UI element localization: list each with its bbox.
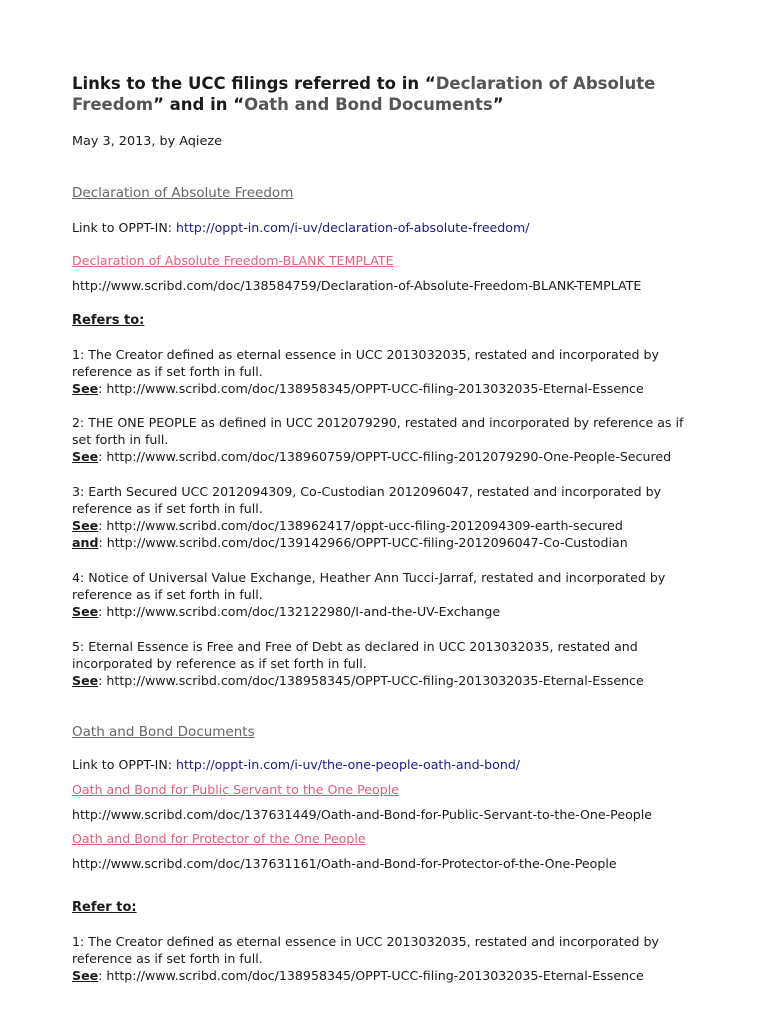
section2-item-1	[72, 933, 692, 984]
item-text: 3: Earth Secured UCC 2012094309, Co-Custodian 2012096047, restated and incorporated by reference as if set forth in full.	[72, 484, 662, 516]
and-url: : http://www.scribd.com/doc/139142966/OPPT-UCC-filing-2012096047-Co-Custodian	[98, 535, 628, 550]
section1-item-4	[72, 569, 692, 620]
title-prefix: Links to the UCC filings referred to in “	[72, 74, 436, 93]
item-text: 5: Eternal Essence is Free and Free of Debt as declared in UCC 2013032035, restated and incorporated by reference as if set forth in full.	[72, 639, 638, 671]
section1-oppt-line	[72, 220, 530, 236]
see-label: See	[72, 673, 99, 688]
item-see-row	[72, 380, 692, 397]
item-text: 2: THE ONE PEOPLE as defined in UCC 2012079290, restated and incorporated by reference as if set forth in full.	[72, 415, 684, 447]
see-url: : http://www.scribd.com/doc/132122980/I-and-the-UV-Exchange	[98, 604, 501, 619]
see-url: : http://www.scribd.com/doc/138958345/OPPT-UCC-filing-2013032035-Eternal-Essence	[98, 381, 644, 396]
see-url: : http://www.scribd.com/doc/138958345/OPPT-UCC-filing-2013032035-Eternal-Essence	[98, 968, 644, 983]
item-see-row	[72, 967, 692, 984]
see-label: See	[72, 381, 99, 396]
section1-item-2	[72, 414, 692, 465]
document-title	[72, 73, 702, 115]
section2-doc2-link[interactable]: Oath and Bond for Protector of the One People	[72, 831, 366, 846]
section2-doc1-url: http://www.scribd.com/doc/137631449/Oath-and-Bond-for-Public-Servant-to-the-One-People	[72, 807, 653, 822]
section2-doc1-link[interactable]: Oath and Bond for Public Servant to the One People	[72, 782, 399, 797]
section1-oppt-label: Link to OPPT-IN:	[72, 220, 177, 235]
section1-template-link[interactable]: Declaration of Absolute Freedom-BLANK TEMPLATE	[72, 253, 394, 268]
item-see-row	[72, 448, 692, 465]
section2-heading[interactable]: Oath and Bond Documents	[72, 724, 255, 740]
item-and-row	[72, 534, 692, 551]
item-text: 1: The Creator defined as eternal essence in UCC 2013032035, restated and incorporated by reference as if set forth in full.	[72, 347, 659, 379]
see-label: See	[72, 968, 99, 983]
byline: May 3, 2013, by Aqieze	[72, 134, 222, 149]
item-see-row	[72, 672, 692, 689]
item-see-row	[72, 517, 692, 534]
title-part2: Oath and Bond Documents	[244, 95, 493, 114]
section1-template-url: http://www.scribd.com/doc/138584759/Declaration-of-Absolute-Freedom-BLANK-TEMPLATE	[72, 278, 642, 293]
section2-oppt-line	[72, 757, 520, 773]
and-label: and	[72, 535, 99, 550]
section1-heading[interactable]: Declaration of Absolute Freedom	[72, 185, 294, 201]
title-suffix: ”	[492, 95, 504, 114]
item-text: 4: Notice of Universal Value Exchange, Heather Ann Tucci-Jarraf, restated and incorporated by reference as if set forth in full.	[72, 570, 666, 602]
see-url: : http://www.scribd.com/doc/138960759/OPPT-UCC-filing-2012079290-One-People-Secured	[98, 449, 672, 464]
section1-item-3	[72, 483, 692, 551]
section1-refers-label: Refers to:	[72, 313, 145, 328]
section1-item-5	[72, 638, 692, 689]
section2-refers-label: Refer to:	[72, 900, 137, 915]
see-url: : http://www.scribd.com/doc/138962417/oppt-ucc-filing-2012094309-earth-secured	[98, 518, 623, 533]
section2-doc2-url: http://www.scribd.com/doc/137631161/Oath-and-Bond-for-Protector-of-the-One-People	[72, 856, 617, 871]
see-label: See	[72, 449, 99, 464]
title-part1: Declaration of Absolute Freedom	[72, 74, 656, 114]
see-label: See	[72, 604, 99, 619]
item-see-row	[72, 603, 692, 620]
section1-oppt-link[interactable]: http://oppt-in.com/i-uv/declaration-of-absolute-freedom/	[176, 220, 530, 235]
see-label: See	[72, 518, 99, 533]
section1-item-1	[72, 346, 692, 397]
title-middle: ” and in “	[153, 95, 245, 114]
item-text: 1: The Creator defined as eternal essence in UCC 2013032035, restated and incorporated by reference as if set forth in full.	[72, 934, 659, 966]
section2-oppt-label: Link to OPPT-IN:	[72, 757, 177, 772]
see-url: : http://www.scribd.com/doc/138958345/OPPT-UCC-filing-2013032035-Eternal-Essence	[98, 673, 644, 688]
section2-oppt-link[interactable]: http://oppt-in.com/i-uv/the-one-people-oath-and-bond/	[176, 757, 521, 772]
